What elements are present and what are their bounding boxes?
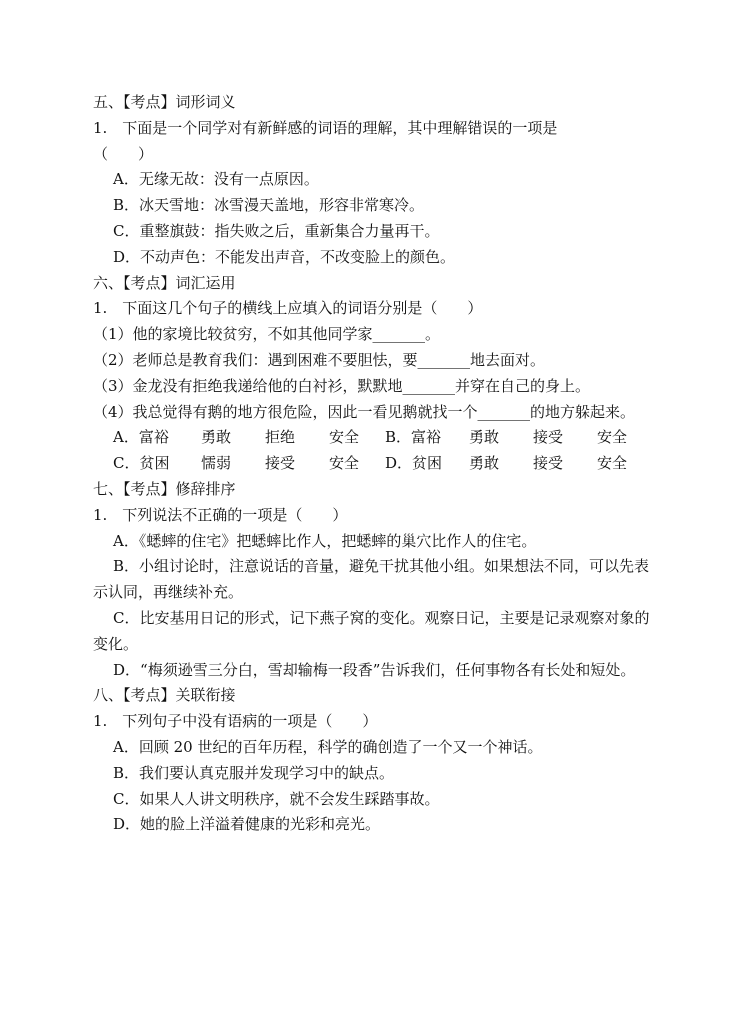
- answer-bracket: （ ）: [93, 144, 154, 163]
- choice-cell: 接受: [533, 428, 564, 447]
- option-d: D．“梅须逊雪三分白，雪却输梅一段香”告诉我们，任何事物各有长处和短处。: [113, 660, 636, 679]
- choice-cell: 勇敢: [469, 454, 500, 473]
- question-stem: 1. 下面是一个同学对有新鲜感的词语的理解，其中理解错误的一项是: [93, 118, 558, 137]
- choice-cell: A．富裕: [113, 428, 169, 447]
- choice-cell: 懦弱: [201, 454, 232, 473]
- option-d: D．不动声色：不能发出声音，不改变脸上的颜色。: [113, 247, 456, 266]
- sentence-4: （4）我总觉得有鹅的地方很危险，因此一看见鹅就找一个_______的地方躲起来。: [93, 402, 636, 421]
- section-heading: 五、【考点】词形词义: [93, 93, 236, 111]
- option-a: A．回顾 20 世纪的百年历程，科学的确创造了一个又一个神话。: [113, 737, 543, 756]
- sentence-1: （1）他的家境比较贫穷，不如其他同学家_______。: [93, 325, 441, 344]
- choice-cell: 安全: [329, 454, 360, 473]
- choice-cell: 勇敢: [469, 428, 500, 447]
- choice-row-cd: [93, 451, 653, 477]
- choice-cell: 安全: [597, 454, 628, 473]
- option-a: A．无缘无故：没有一点原因。: [113, 170, 319, 189]
- option-c: C．如果人人讲文明秩序，就不会发生踩踏事故。: [113, 789, 440, 808]
- section-heading: 六、【考点】词汇运用: [93, 273, 236, 292]
- choice-cell: 安全: [329, 428, 360, 447]
- document-content: [93, 90, 653, 838]
- sentence-3: （3）金龙没有拒绝我递给他的白衬衫，默默地_______并穿在自己的身上。: [93, 376, 591, 395]
- option-c: C．重整旗鼓：指失败之后，重新集合力量再干。: [113, 221, 440, 240]
- option-b: B．小组讨论时，注意说话的音量，避免干扰其他小组。如果想法不同，可以先表示认同，再继续补充。: [93, 557, 650, 602]
- choice-cell: 安全: [597, 428, 628, 447]
- question-stem: 1. 下列句子中没有语病的一项是（ ）: [93, 712, 378, 731]
- option-d: D．她的脸上洋溢着健康的光彩和亮光。: [113, 815, 381, 834]
- section-heading: 八、【考点】关联衔接: [93, 686, 236, 705]
- choice-cell: D．贫困: [385, 454, 443, 473]
- choice-cell: 勇敢: [201, 428, 232, 447]
- option-b: B．冰天雪地：冰雪漫天盖地，形容非常寒冷。: [113, 196, 425, 215]
- option-b: B．我们要认真克服并发现学习中的缺点。: [113, 763, 395, 782]
- choice-cell: 接受: [265, 454, 296, 473]
- question-stem: 1. 下列说法不正确的一项是（ ）: [93, 505, 348, 524]
- question-stem: 1. 下面这几个句子的横线上应填入的词语分别是（ ）: [93, 299, 483, 318]
- choice-cell: 拒绝: [265, 428, 296, 447]
- option-a: A．《蟋蟀的住宅》把蟋蟀比作人，把蟋蟀的巢穴比作人的住宅。: [113, 531, 537, 550]
- choice-cell: 接受: [533, 454, 564, 473]
- choice-row-ab: [93, 425, 653, 451]
- sentence-2: （2）老师总是教育我们：遇到困难不要胆怯，要_______地去面对。: [93, 350, 546, 369]
- section-heading: 七、【考点】修辞排序: [93, 479, 236, 498]
- choice-cell: C．贫困: [113, 454, 170, 473]
- option-c: C．比安基用日记的形式，记下燕子窝的变化。观察日记，主要是记录观察对象的变化。: [93, 608, 650, 653]
- choice-cell: B．富裕: [385, 428, 442, 447]
